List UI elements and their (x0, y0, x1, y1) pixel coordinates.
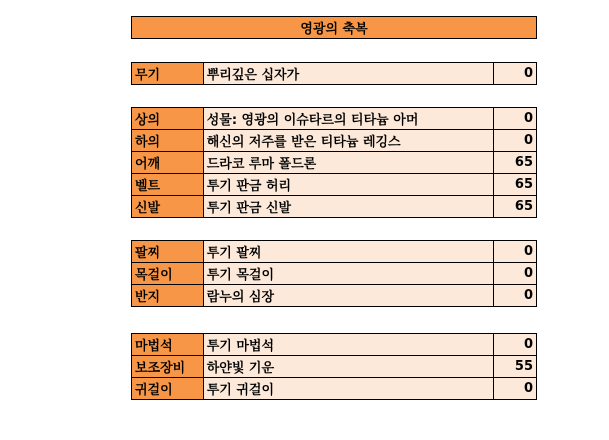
slot-cell[interactable]: 마법석 (132, 334, 204, 356)
value-cell[interactable]: 65 (493, 152, 536, 174)
table-row (132, 63, 537, 85)
table-row (132, 263, 537, 285)
special-equipment-table (131, 333, 537, 400)
value-cell[interactable]: 0 (493, 263, 536, 285)
slot-cell[interactable]: 반지 (132, 285, 204, 307)
value-cell[interactable]: 0 (493, 63, 536, 85)
item-cell[interactable]: 해신의 저주를 받은 티타늄 레깅스 (203, 130, 493, 152)
table-row (132, 108, 537, 130)
slot-cell[interactable]: 무기 (132, 63, 204, 85)
table-row (132, 152, 537, 174)
table-row (132, 356, 537, 378)
slot-cell[interactable]: 하의 (132, 130, 204, 152)
item-cell[interactable]: 하얀빛 기운 (203, 356, 493, 378)
accessory-table (131, 240, 537, 307)
weapon-table (131, 62, 537, 85)
item-cell[interactable]: 투기 판금 허리 (203, 174, 493, 196)
table-row (132, 334, 537, 356)
item-cell[interactable]: 뿌리깊은 십자가 (203, 63, 493, 85)
table-row (132, 285, 537, 307)
item-cell[interactable]: 투기 마법석 (203, 334, 493, 356)
slot-cell[interactable]: 벨트 (132, 174, 204, 196)
sheet-title: 영광의 축복 (131, 16, 537, 39)
value-cell[interactable]: 0 (493, 241, 536, 263)
item-cell[interactable]: 드라코 루마 폴드론 (203, 152, 493, 174)
value-cell[interactable]: 55 (493, 356, 536, 378)
slot-cell[interactable]: 어깨 (132, 152, 204, 174)
item-cell[interactable]: 성물: 영광의 이슈타르의 티타늄 아머 (203, 108, 493, 130)
value-cell[interactable]: 65 (493, 196, 536, 218)
table-row (132, 130, 537, 152)
slot-cell[interactable]: 보조장비 (132, 356, 204, 378)
value-cell[interactable]: 0 (493, 378, 536, 400)
item-cell[interactable]: 투기 목걸이 (203, 263, 493, 285)
slot-cell[interactable]: 상의 (132, 108, 204, 130)
slot-cell[interactable]: 목걸이 (132, 263, 204, 285)
table-row (132, 378, 537, 400)
value-cell[interactable]: 65 (493, 174, 536, 196)
item-cell[interactable]: 투기 판금 신발 (203, 196, 493, 218)
slot-cell[interactable]: 귀걸이 (132, 378, 204, 400)
value-cell[interactable]: 0 (493, 108, 536, 130)
slot-cell[interactable]: 신발 (132, 196, 204, 218)
value-cell[interactable]: 0 (493, 334, 536, 356)
item-cell[interactable]: 투기 귀걸이 (203, 378, 493, 400)
value-cell[interactable]: 0 (493, 130, 536, 152)
slot-cell[interactable]: 팔찌 (132, 241, 204, 263)
item-cell[interactable]: 람누의 심장 (203, 285, 493, 307)
table-row (132, 174, 537, 196)
value-cell[interactable]: 0 (493, 285, 536, 307)
item-cell[interactable]: 투기 팔찌 (203, 241, 493, 263)
armor-table (131, 107, 537, 218)
table-row (132, 241, 537, 263)
table-row (132, 196, 537, 218)
